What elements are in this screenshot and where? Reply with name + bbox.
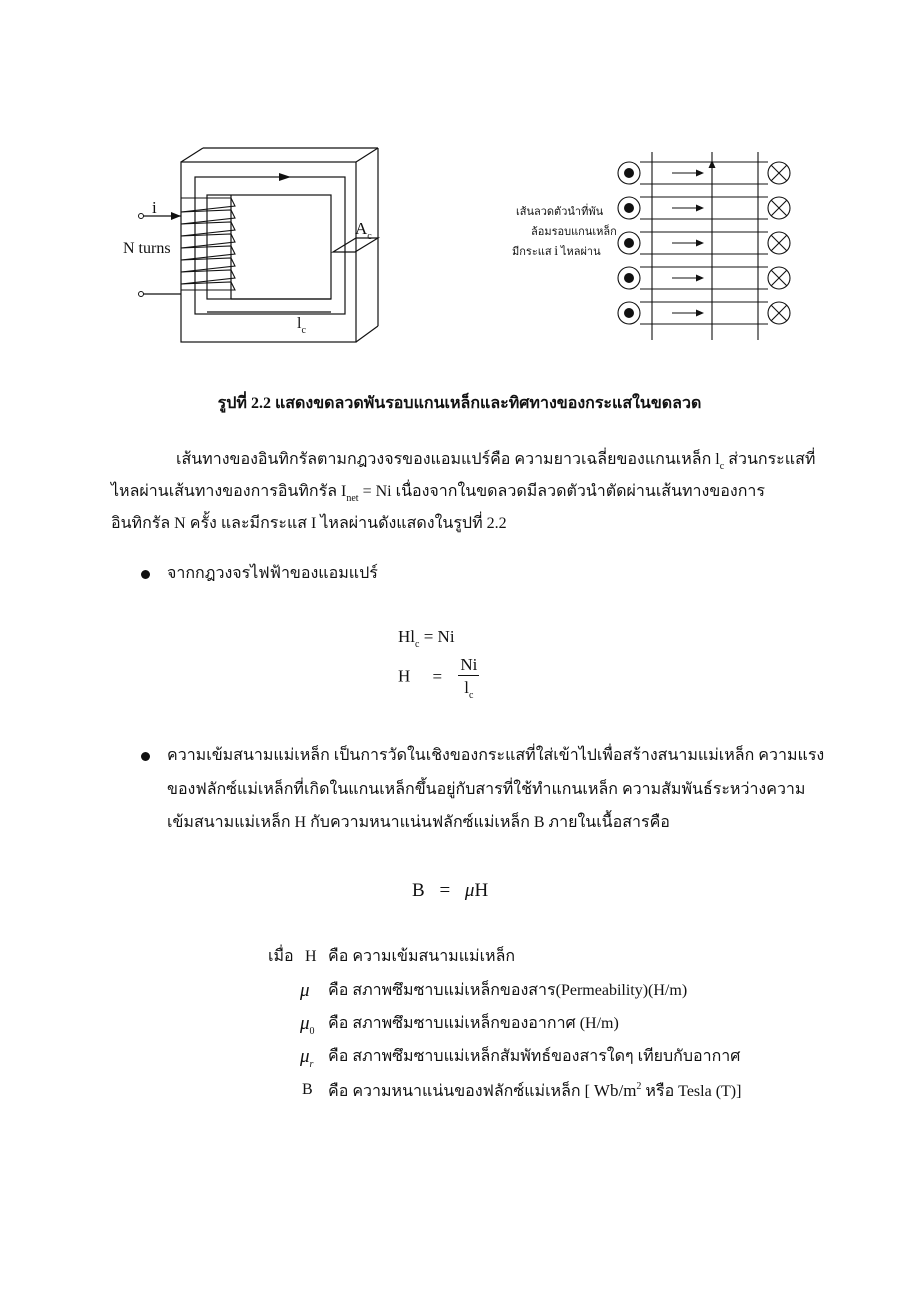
bullet-dot-1	[141, 570, 150, 579]
bullet-2-line-1: ความเข้มสนามแม่เหล็ก เป็นการวัดในเชิงของกระแสที่ใส่เข้าไปเพื่อสร้างสนามแม่เหล็ก ความแรง	[167, 747, 825, 764]
bullet-dot-2	[141, 752, 150, 761]
conductor-caption-2: ล้อมรอบแกนเหล็ก	[531, 226, 617, 238]
bullet-2-line-2: ของฟลักซ์แม่เหล็กที่เกิดในแกนเหล็กขึ้นอยู่กับสารที่ใช้ทำแกนเหล็ก ความสัมพันธ์ระหว่างความ	[167, 781, 806, 798]
def-row-h-is: คือ ความเข้มสนามแม่เหล็ก	[328, 948, 516, 965]
def-row-mur-is: คือ สภาพซึมซาบแม่เหล็กสัมพัทธ์ของสารใดๆ เทียบกับอากาศ	[328, 1048, 741, 1065]
paragraph-line-1: เส้นทางของอินทิกรัลตามกฎวงจรของแอมแปร์คือ ความยาวเฉลี่ยของแกนเหล็ก $l_c$ ส่วนกระแสที่	[176, 451, 816, 472]
def-row-mur: $\mu_r$	[300, 1046, 314, 1070]
def-row-b: B	[302, 1081, 313, 1098]
length-label: $l_c$	[297, 315, 306, 336]
paragraph-line-3: อินทิกรัล N ครั้ง และมีกระแส I ไหลผ่านดังแสดงในรูปที่ 2.2	[111, 515, 507, 532]
def-row-b-is: คือ ความหนาแน่นของฟลักซ์แม่เหล็ก [ $Wb/m^2$ หรือ Tesla (T)]	[328, 1081, 742, 1100]
def-row-mu: μ	[300, 980, 310, 1001]
conductor-grid-diagram	[612, 150, 802, 345]
fraction-ni-over-lc: $\frac{Ni}{l_c}$	[460, 655, 478, 701]
def-row-mu-is: คือ สภาพซึมซาบแม่เหล็กของสาร(Permeability)(H/m)	[328, 982, 688, 999]
figure-caption: รูปที่ 2.2 แสดงขดลวดพันรอบแกนเหล็กและทิศทางของกระแสในขดลวด	[217, 395, 702, 412]
current-label: i	[152, 198, 157, 217]
equation-b-mu-h: B = μH	[412, 880, 489, 901]
paragraph-line-2: ไหลผ่านเส้นทางของการอินทิกรัล $I_{net} = Ni$ เนื่องจากในขดลวดมีลวดตัวนำตัดผ่านเส้นทางของการ	[111, 483, 765, 504]
equation-h-fraction: H = $\frac{Ni}{l_c}$	[398, 655, 478, 701]
bullet-2-line-3: เข้มสนามแม่เหล็ก H กับความหนาแน่นฟลักซ์แม่เหล็ก B ภายในเนื้อสารคือ	[167, 814, 670, 831]
area-label: $A_c$	[355, 219, 372, 242]
turns-label: N turns	[123, 240, 171, 257]
equation-hlc: $Hl_c = Ni$	[398, 627, 455, 650]
bullet-1-text: จากกฎวงจรไฟฟ้าของแอมแปร์	[167, 565, 378, 582]
def-row-h: H	[305, 948, 317, 965]
conductor-caption-1: เส้นลวดตัวนำที่พัน	[516, 206, 604, 218]
conductor-caption-3: มีกระแส i ไหลผ่าน	[512, 244, 601, 259]
current-arrow	[171, 212, 181, 220]
def-row-mu0-is: คือ สภาพซึมซาบแม่เหล็กของอากาศ (H/m)	[328, 1015, 619, 1032]
def-row-mu0: $\mu_0$	[300, 1013, 315, 1037]
definitions-when: เมื่อ	[268, 948, 294, 965]
flux-arrow	[279, 173, 291, 181]
